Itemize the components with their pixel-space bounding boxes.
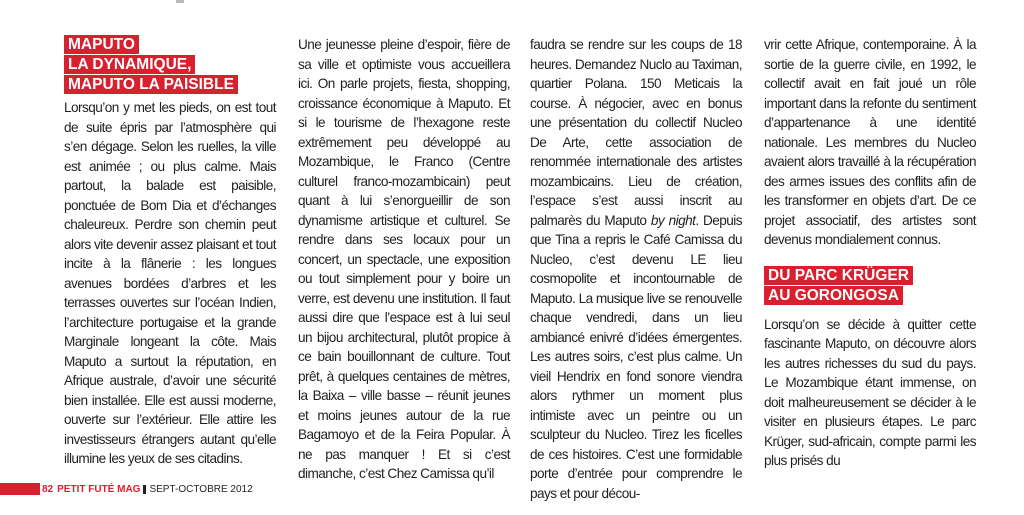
paragraph [530,35,742,503]
page-footer [0,481,600,499]
paragraph: Lorsqu’on se décide à quitter cette fascinante Maputo, on découvre alors les autres richesses du sud du pays. Le Mozambique étant immense, on doit malheureusement se décider à le visiter en plusieurs étapes. Le parc Krüger, sud-africain, compte parmi les plus prisés du [764,316,976,468]
article-column-4 [764,35,976,471]
article-column-2 [298,35,510,484]
heading-line: MAPUTO LA PAISIBLE [64,75,238,94]
section-heading-maputo [64,35,276,94]
issue-date: SEPT-OCTOBRE 2012 [149,484,253,495]
heading-line: LA DYNAMIQUE, [64,55,195,74]
paragraph: vrir cette Afrique, contemporaine. À la sortie de la guerre civile, en 1992, le collectif avait en fait joué un rôle important dans la refonte du sentiment d’appartenance à une identité nationale. Les membres du Nucleo avaient alors travaillé à la récupération des armes issues des conflits afin de les transformer en objets d’art. De ce projet associatif, des artistes sont devenus mondialement connus. [764,37,976,247]
heading-line: DU PARC KRÜGER [764,266,913,285]
text-run: . Depuis que Tina a repris le Café Camissa du Nucleo, c’est devenu LE lieu cosmopolite et incontournable de Maputo. La musique live se renouvelle chaque vendredi, dans un lieu ambiancé enivré d’idées émergentes. Les autres soirs, c’est plus calme. Un vieil Hendrix en fond sonore viendra alors rythmer un moment plus intimiste avec un peintre ou un sculpteur du Nucleo. Tirez les ficelles de ces histoires. C’est une formidable porte d’entrée pour comprendre le pays et pour décou- [530,212,742,501]
page-number: 82 [42,484,54,495]
heading-line: AU GORONGOSA [764,286,903,305]
section-heading-kruger [764,266,976,305]
paragraph: Une jeunesse pleine d’espoir, fière de sa ville et optimiste vous accueillera ici. On parle projets, fiesta, shopping, croissance économique à Maputo. Et si le tourisme de l’hexagone reste extrêmement peu développé au Mozambique, le Franco (Centre culturel franco-mozambicain) peut quant à lui s’enorgueillir de son dynamisme artistique et culturel. Se rendre dans ses locaux pour un concert, un spectacle, une exposition ou tout simplement pour y boire un verre, est devenu une institution. Il faut aussi dire que l’espace est à lui seul un bijou architectural, plutôt propice à ce bain bouillonnant de culture. Tout prêt, à quelques centaines de mètres, la Baixa – ville basse – réunit jeunes et moins jeunes autour de la rue Bagamoyo et de la Feira Popular. À ne pas manquer ! Et si c’est dimanche, c’est Chez Camissa qu’il [298,37,510,481]
text-run: faudra se rendre sur les coups de 18 heures. Demandez Nuclo au Taximan, quartier Polana. 150 Meticais la course. À négocier, avec en bonus une présentation du collectif Nucleo De Arte, cette association de renommée internationale des artistes mozambicains. Lieu de création, l’espace s’est aussi inscrit au palmarès du Maputo [530,37,742,228]
footer-separator [143,485,146,494]
article-column-1 [64,35,276,469]
magazine-name: PETIT FUTÉ MAG [57,484,141,495]
paragraph: Lorsqu’on y met les pieds, on est tout de suite épris par l’atmosphère qui s’en dégage. Selon les ruelles, la ville est animée ; ou plus calme. Mais partout, la balade est paisible, ponctuée de Bom Dia et d’échanges chaleureux. Perdre son chemin peut alors vite devenir assez plaisant et tout incite à la flânerie : les longues avenues bordées d’arbres et les terrasses ouvertes sur l’océan Indien, l’architecture portugaise et la grande Marginale longeant la côte. Mais Maputo a surtout la réputation, en Afrique australe, d’avoir une sécurité bien installée. Elle est aussi moderne, ouverte sur l’extérieur. Elle attire les investisseurs étrangers autant qu’elle illumine les yeux de ses citadins. [64,100,276,466]
article-column-3 [530,35,742,503]
footer-accent-bar [0,483,40,495]
italic-text: by night [650,212,696,228]
heading-line: MAPUTO [64,35,139,54]
top-edge-mark [176,0,184,3]
